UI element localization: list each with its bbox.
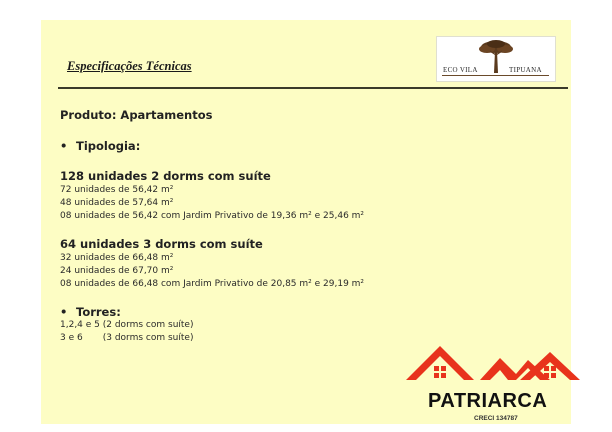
torres-label: Torres:	[76, 305, 121, 319]
list-item: 1,2,4 e 5 (2 dorms com suíte)	[60, 320, 194, 330]
tipologia-heading	[60, 139, 560, 153]
patriarca-watermark	[400, 338, 580, 428]
list-item: 3 e 6 (3 dorms com suíte)	[60, 333, 194, 343]
group-3-dorms	[60, 237, 560, 291]
group-2-dorms	[60, 169, 560, 223]
page-title: Especificações Técnicas	[67, 59, 192, 73]
creci-number: CRECI 134787	[474, 415, 518, 422]
bullet-icon: •	[60, 139, 68, 153]
list-item: 72 unidades de 56,42 m²	[60, 185, 174, 195]
logo-underline	[442, 75, 549, 76]
list-item: 08 unidades de 66,48 com Jardim Privativo de 20,85 m² e 29,19 m²	[60, 279, 365, 289]
torres-heading	[60, 305, 560, 319]
logo-text-right: TIPUANA	[509, 66, 542, 74]
roof-logo-icon	[400, 338, 580, 390]
list-item: 48 unidades de 57,64 m²	[60, 198, 174, 208]
group-title: 128 unidades 2 dorms com suíte	[60, 169, 271, 183]
list-item: 08 unidades de 56,42 com Jardim Privativo de 19,36 m² e 25,46 m²	[60, 211, 365, 221]
tipologia-label: Tipologia:	[76, 139, 141, 153]
specs-content	[60, 108, 560, 345]
header-divider	[58, 87, 568, 89]
logo-text-left: ECO VILA	[443, 66, 478, 74]
eco-vila-tipuana-logo	[436, 36, 556, 82]
list-item: 24 unidades de 67,70 m²	[60, 266, 174, 276]
list-item: 32 unidades de 66,48 m²	[60, 253, 174, 263]
brand-name: PATRIARCA	[428, 390, 548, 412]
group-title: 64 unidades 3 dorms com suíte	[60, 237, 263, 251]
bullet-icon: •	[60, 305, 68, 319]
product-line: Produto: Apartamentos	[60, 108, 213, 122]
